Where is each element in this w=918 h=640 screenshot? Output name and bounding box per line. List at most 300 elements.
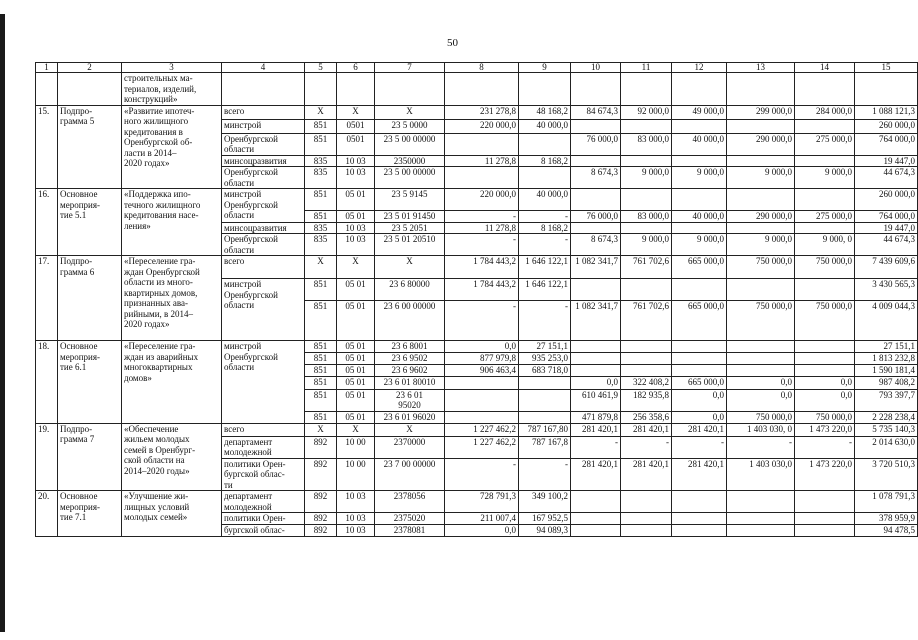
table-cell: 8 168,2 [519, 155, 571, 167]
table-cell: 23 5 01 20510 [375, 234, 445, 256]
table-cell: 20. [36, 491, 58, 537]
table-cell: 17. [36, 256, 58, 341]
table-cell: 23 5 0000 [375, 119, 445, 133]
column-number: 7 [375, 63, 445, 73]
table-cell: минсоцразвития [222, 222, 305, 234]
table-cell [672, 222, 727, 234]
table-cell [727, 364, 795, 376]
table-cell: 471 879,8 [571, 411, 621, 423]
table-cell: 40 000,0 [519, 119, 571, 133]
table-cell: 0,0 [727, 376, 795, 389]
table-cell: 892 [305, 513, 337, 525]
table-cell [727, 222, 795, 234]
table-cell [727, 353, 795, 365]
table-cell: 284 000,0 [795, 105, 855, 119]
table-cell: 94 089,3 [519, 525, 571, 537]
table-cell: Оренбургской области [222, 133, 305, 155]
table-cell: 23 5 9145 [375, 189, 445, 211]
table-cell: 1 646 122,1 [519, 256, 571, 279]
table-cell: «Поддержка ипо- течного жилищного кредитования насе- ления» [122, 189, 222, 256]
table-cell: 10 03 [337, 234, 375, 256]
table-cell: 05 01 [337, 376, 375, 389]
table-cell: 892 [305, 491, 337, 513]
table-cell: Х [337, 256, 375, 279]
table-cell: 378 959,9 [855, 513, 918, 525]
table-cell: 40 000,0 [672, 211, 727, 223]
table-cell: 892 [305, 458, 337, 491]
table-cell [672, 513, 727, 525]
table-cell [571, 222, 621, 234]
table-cell: - [672, 436, 727, 458]
table-cell: - [519, 211, 571, 223]
table-cell: минстрой Оренбургской области [222, 279, 305, 341]
table-cell: Х [375, 256, 445, 279]
column-number: 13 [727, 63, 795, 73]
table-cell: 1 227 462,2 [445, 436, 519, 458]
table-cell: 10 03 [337, 491, 375, 513]
table-cell [795, 155, 855, 167]
column-number: 1 [36, 63, 58, 73]
table-cell: 10 03 [337, 513, 375, 525]
table-cell [222, 73, 305, 106]
table-cell [571, 73, 621, 106]
table-cell: 23 5 00 00000 [375, 167, 445, 189]
table-cell: 05 01 [337, 279, 375, 301]
table-body [36, 63, 918, 537]
table-cell: 27 151,1 [519, 341, 571, 353]
table-cell: 1 403 030, 0 [727, 423, 795, 436]
table-cell: 0,0 [445, 525, 519, 537]
table-cell: 761 702,6 [621, 256, 672, 279]
table-cell: Оренбургской области [222, 234, 305, 256]
table-cell: - [795, 436, 855, 458]
table-cell: 9 000,0 [727, 167, 795, 189]
table-cell: 10 00 [337, 436, 375, 458]
table-cell: Оренбургской области [222, 167, 305, 189]
table-cell: 1 088 121,3 [855, 105, 918, 119]
column-number: 8 [445, 63, 519, 73]
table-cell: 2 014 630,0 [855, 436, 918, 458]
table-cell: 1 813 232,8 [855, 353, 918, 365]
table-cell: Подпро- грамма 6 [58, 256, 122, 341]
table-cell: политики Орен- бургской облас- ти [222, 458, 305, 491]
table-cell [337, 73, 375, 106]
table-cell: 665 000,0 [672, 376, 727, 389]
table-cell: 231 278,8 [445, 105, 519, 119]
column-number: 12 [672, 63, 727, 73]
table-cell [795, 279, 855, 301]
table-cell: 1 082 341,7 [571, 256, 621, 279]
table-cell: 7 439 609,6 [855, 256, 918, 279]
table-cell: - [445, 211, 519, 223]
table-cell: 1 646 122,1 [519, 279, 571, 301]
table-row [36, 189, 918, 211]
column-number: 9 [519, 63, 571, 73]
table-cell [519, 376, 571, 389]
table-cell [672, 353, 727, 365]
table-cell: 92 000,0 [621, 105, 672, 119]
table-cell: 44 674,3 [855, 234, 918, 256]
table-cell: 851 [305, 189, 337, 211]
table-cell: 750 000,0 [795, 411, 855, 423]
table-cell [727, 119, 795, 133]
table-cell [571, 279, 621, 301]
table-cell: 10 03 [337, 222, 375, 234]
table-cell: 281 420,1 [571, 423, 621, 436]
table-cell [727, 189, 795, 211]
table-cell: минстрой Оренбургской области [222, 189, 305, 223]
table-cell: 0,0 [445, 341, 519, 353]
table-cell: 44 674,3 [855, 167, 918, 189]
table-cell: Основное мероприя- тие 6.1 [58, 341, 122, 424]
table-cell: 835 [305, 167, 337, 189]
table-cell: Х [305, 423, 337, 436]
table-cell: 9 000,0 [672, 167, 727, 189]
table-cell: 0,0 [672, 411, 727, 423]
table-cell: 2378056 [375, 491, 445, 513]
table-cell: 0,0 [571, 376, 621, 389]
table-cell: 220 000,0 [445, 119, 519, 133]
table-cell [571, 364, 621, 376]
table-cell [621, 189, 672, 211]
table-cell: Х [337, 105, 375, 119]
table-cell: 1 784 443,2 [445, 256, 519, 279]
table-cell: 83 000,0 [621, 211, 672, 223]
table-cell: 793 397,7 [855, 389, 918, 411]
table-cell [519, 167, 571, 189]
table-cell: 40 000,0 [519, 189, 571, 211]
table-cell [621, 491, 672, 513]
table-cell [795, 73, 855, 106]
table-cell: - [445, 234, 519, 256]
table-cell: 1 078 791,3 [855, 491, 918, 513]
table-cell [445, 376, 519, 389]
table-cell [445, 73, 519, 106]
table-cell [727, 155, 795, 167]
table-cell: 23 5 2051 [375, 222, 445, 234]
table-cell [519, 411, 571, 423]
table-cell: 935 253,0 [519, 353, 571, 365]
table-cell: 851 [305, 119, 337, 133]
page-number: 50 [447, 37, 458, 49]
table-cell: 8 168,2 [519, 222, 571, 234]
table-cell: всего [222, 105, 305, 119]
table-cell: «Улучшение жи- лищных условий молодых семей» [122, 491, 222, 537]
table-cell: «Обеспечение жильем молодых семей в Оренбург- ской области на 2014–2020 годы» [122, 423, 222, 491]
table-cell: 23 6 00 00000 [375, 301, 445, 341]
table-cell: 9 000,0 [795, 167, 855, 189]
table-cell: 1 473 220,0 [795, 423, 855, 436]
table-cell: 281 420,1 [571, 458, 621, 491]
table-cell: 23 6 9602 [375, 364, 445, 376]
table-cell: 3 720 510,3 [855, 458, 918, 491]
table-cell: 1 403 030,0 [727, 458, 795, 491]
table-cell [672, 155, 727, 167]
table-cell: 787 167,8 [519, 436, 571, 458]
table-cell: 182 935,8 [621, 389, 672, 411]
table-row [36, 105, 918, 119]
table-cell: 10 03 [337, 167, 375, 189]
table-cell [571, 513, 621, 525]
table-cell [672, 341, 727, 353]
column-number: 10 [571, 63, 621, 73]
table-row [36, 73, 918, 106]
column-number: 6 [337, 63, 375, 73]
table-cell: 76 000,0 [571, 211, 621, 223]
table-cell: 987 408,2 [855, 376, 918, 389]
table-cell: 23 7 00 00000 [375, 458, 445, 491]
table-cell: всего [222, 256, 305, 279]
column-number: 5 [305, 63, 337, 73]
table-cell: строительных ма- териалов, изделий, конструкций» [122, 73, 222, 106]
table-cell: Основное мероприя- тие 5.1 [58, 189, 122, 256]
table-cell [795, 353, 855, 365]
table-cell [795, 341, 855, 353]
table-cell [571, 155, 621, 167]
table-row [36, 491, 918, 513]
table-cell: 220 000,0 [445, 189, 519, 211]
table-cell: 16. [36, 189, 58, 256]
table-cell: 4 009 044,3 [855, 301, 918, 341]
table-cell: 0501 [337, 133, 375, 155]
table-cell [36, 73, 58, 106]
table-cell [621, 119, 672, 133]
table-cell: 835 [305, 222, 337, 234]
table-cell: 299 000,0 [727, 105, 795, 119]
table-cell [571, 525, 621, 537]
table-cell [571, 119, 621, 133]
binder-edge [0, 14, 5, 632]
table-cell [519, 389, 571, 411]
table-cell: 27 151,1 [855, 341, 918, 353]
table-cell [571, 353, 621, 365]
table-cell: 892 [305, 436, 337, 458]
table-cell: 9 000, 0 [795, 234, 855, 256]
table-cell: 892 [305, 525, 337, 537]
table-cell: - [445, 458, 519, 491]
table-cell [621, 341, 672, 353]
table-cell: 05 01 [337, 211, 375, 223]
table-cell: 683 718,0 [519, 364, 571, 376]
table-cell [795, 222, 855, 234]
table-cell: 0,0 [727, 389, 795, 411]
table-row [36, 341, 918, 353]
table-cell: 256 358,6 [621, 411, 672, 423]
table-cell [58, 73, 122, 106]
table-cell: Подпро- грамма 7 [58, 423, 122, 491]
table-cell: 349 100,2 [519, 491, 571, 513]
table-cell: 851 [305, 301, 337, 341]
table-cell [727, 491, 795, 513]
table-cell [571, 491, 621, 513]
table-cell [621, 525, 672, 537]
table-cell [305, 73, 337, 106]
table-cell: 851 [305, 411, 337, 423]
table-cell: 05 01 [337, 301, 375, 341]
table-cell: 0,0 [672, 389, 727, 411]
table-cell: 851 [305, 279, 337, 301]
table-cell: 877 979,8 [445, 353, 519, 365]
table-cell: 835 [305, 234, 337, 256]
table-cell: 750 000,0 [795, 256, 855, 279]
table-cell: 48 168,2 [519, 105, 571, 119]
table-cell [571, 341, 621, 353]
table-cell [727, 525, 795, 537]
table-cell [672, 364, 727, 376]
table-cell: 1 784 443,2 [445, 279, 519, 301]
table-cell: департамент молодежной [222, 491, 305, 513]
table-cell: 05 01 [337, 389, 375, 411]
table-cell: 3 430 565,3 [855, 279, 918, 301]
table-cell [795, 119, 855, 133]
table-cell: 19 447,0 [855, 155, 918, 167]
table-cell: 05 01 [337, 189, 375, 211]
table-cell: 281 420,1 [672, 423, 727, 436]
table-cell: Подпро- грамма 5 [58, 105, 122, 189]
table-cell: 281 420,1 [672, 458, 727, 491]
table-cell: 23 5 01 91450 [375, 211, 445, 223]
table-cell: 23 6 9502 [375, 353, 445, 365]
table-cell [621, 155, 672, 167]
table-cell: 2375020 [375, 513, 445, 525]
table-cell: 8 674,3 [571, 234, 621, 256]
table-cell: 2 228 238,4 [855, 411, 918, 423]
table-cell [621, 222, 672, 234]
table-cell: 5 735 140,3 [855, 423, 918, 436]
table-cell [672, 525, 727, 537]
table-cell: 10 03 [337, 155, 375, 167]
table-cell: минстрой [222, 119, 305, 133]
table-cell: 761 702,6 [621, 301, 672, 341]
table-cell: всего [222, 423, 305, 436]
column-number: 11 [621, 63, 672, 73]
table-cell: 9 000,0 [672, 234, 727, 256]
table-cell: 15. [36, 105, 58, 189]
table-cell: - [519, 301, 571, 341]
table-cell: «Развитие ипотеч- ного жилищного кредитования в Оренбургской об- ласти в 2014– 2020 годах» [122, 105, 222, 189]
table-cell: 18. [36, 341, 58, 424]
table-cell [375, 73, 445, 106]
table-cell: 167 952,5 [519, 513, 571, 525]
table-cell [519, 73, 571, 106]
table-cell: 05 01 [337, 353, 375, 365]
table-cell: 2350000 [375, 155, 445, 167]
table-cell: 2370000 [375, 436, 445, 458]
table-cell: 851 [305, 133, 337, 155]
table-cell: 0501 [337, 119, 375, 133]
table-cell: 281 420,1 [621, 423, 672, 436]
table-cell: - [445, 301, 519, 341]
column-number: 14 [795, 63, 855, 73]
table-cell: 23 6 01 95020 [375, 389, 445, 411]
table-cell: 0,0 [795, 389, 855, 411]
table-cell: 19. [36, 423, 58, 491]
table-cell: 1 082 341,7 [571, 301, 621, 341]
table-cell: 322 408,2 [621, 376, 672, 389]
header-row [36, 63, 918, 73]
table-cell [795, 189, 855, 211]
table-cell: 275 000,0 [795, 211, 855, 223]
table-cell: 76 000,0 [571, 133, 621, 155]
table-cell: 750 000,0 [795, 301, 855, 341]
table-cell [621, 513, 672, 525]
table-cell: департамент молодежной [222, 436, 305, 458]
table-cell: - [519, 234, 571, 256]
table-cell [795, 491, 855, 513]
table-cell: 05 01 [337, 341, 375, 353]
table-cell [727, 73, 795, 106]
table-cell [445, 167, 519, 189]
table-cell: 9 000,0 [621, 234, 672, 256]
table-cell: - [727, 436, 795, 458]
table-cell: 49 000,0 [672, 105, 727, 119]
table-cell: 665 000,0 [672, 256, 727, 279]
table-cell: бургской облас- [222, 525, 305, 537]
table-cell [672, 279, 727, 301]
table-cell: 9 000,0 [727, 234, 795, 256]
table-cell: 94 478,5 [855, 525, 918, 537]
table-cell [621, 279, 672, 301]
table-cell: 211 007,4 [445, 513, 519, 525]
table-cell: 764 000,0 [855, 211, 918, 223]
table-cell [672, 73, 727, 106]
table-cell [795, 525, 855, 537]
table-cell: 2378081 [375, 525, 445, 537]
table-cell: 11 278,8 [445, 155, 519, 167]
table-cell: Х [305, 105, 337, 119]
table-cell: Х [375, 105, 445, 119]
table-cell [621, 73, 672, 106]
table-cell: 1 590 181,4 [855, 364, 918, 376]
table-cell: 851 [305, 389, 337, 411]
table-cell: 10 03 [337, 525, 375, 537]
table-cell: Х [305, 256, 337, 279]
table-cell: 260 000,0 [855, 119, 918, 133]
table-cell [445, 133, 519, 155]
table-cell: 728 791,3 [445, 491, 519, 513]
table-cell: «Переселение гра- ждан из аварийных многоквартирных домов» [122, 341, 222, 424]
table-cell [672, 189, 727, 211]
table-cell [855, 73, 918, 106]
table-cell: 10 00 [337, 458, 375, 491]
table-cell: Х [375, 423, 445, 436]
table-cell: минсоцразвития [222, 155, 305, 167]
table-cell: Основное мероприя- тие 7.1 [58, 491, 122, 537]
table-row [36, 256, 918, 279]
table-cell: 23 6 80000 [375, 279, 445, 301]
table-cell: 851 [305, 364, 337, 376]
table-cell: 23 6 8001 [375, 341, 445, 353]
table-cell: 750 000,0 [727, 256, 795, 279]
table-cell: 851 [305, 341, 337, 353]
table-cell: 23 5 00 00000 [375, 133, 445, 155]
table-cell: 23 6 01 80010 [375, 376, 445, 389]
column-number: 2 [58, 63, 122, 73]
table-cell: - [621, 436, 672, 458]
table-cell: 835 [305, 155, 337, 167]
table-cell: - [519, 458, 571, 491]
table-cell [727, 341, 795, 353]
table-cell: - [571, 436, 621, 458]
table-cell: 260 000,0 [855, 189, 918, 211]
table-cell: 8 674,3 [571, 167, 621, 189]
table-row [36, 423, 918, 436]
table-cell: 290 000,0 [727, 211, 795, 223]
table-cell: 275 000,0 [795, 133, 855, 155]
column-number: 3 [122, 63, 222, 73]
table-cell: 290 000,0 [727, 133, 795, 155]
table-cell: 23 6 01 96020 [375, 411, 445, 423]
